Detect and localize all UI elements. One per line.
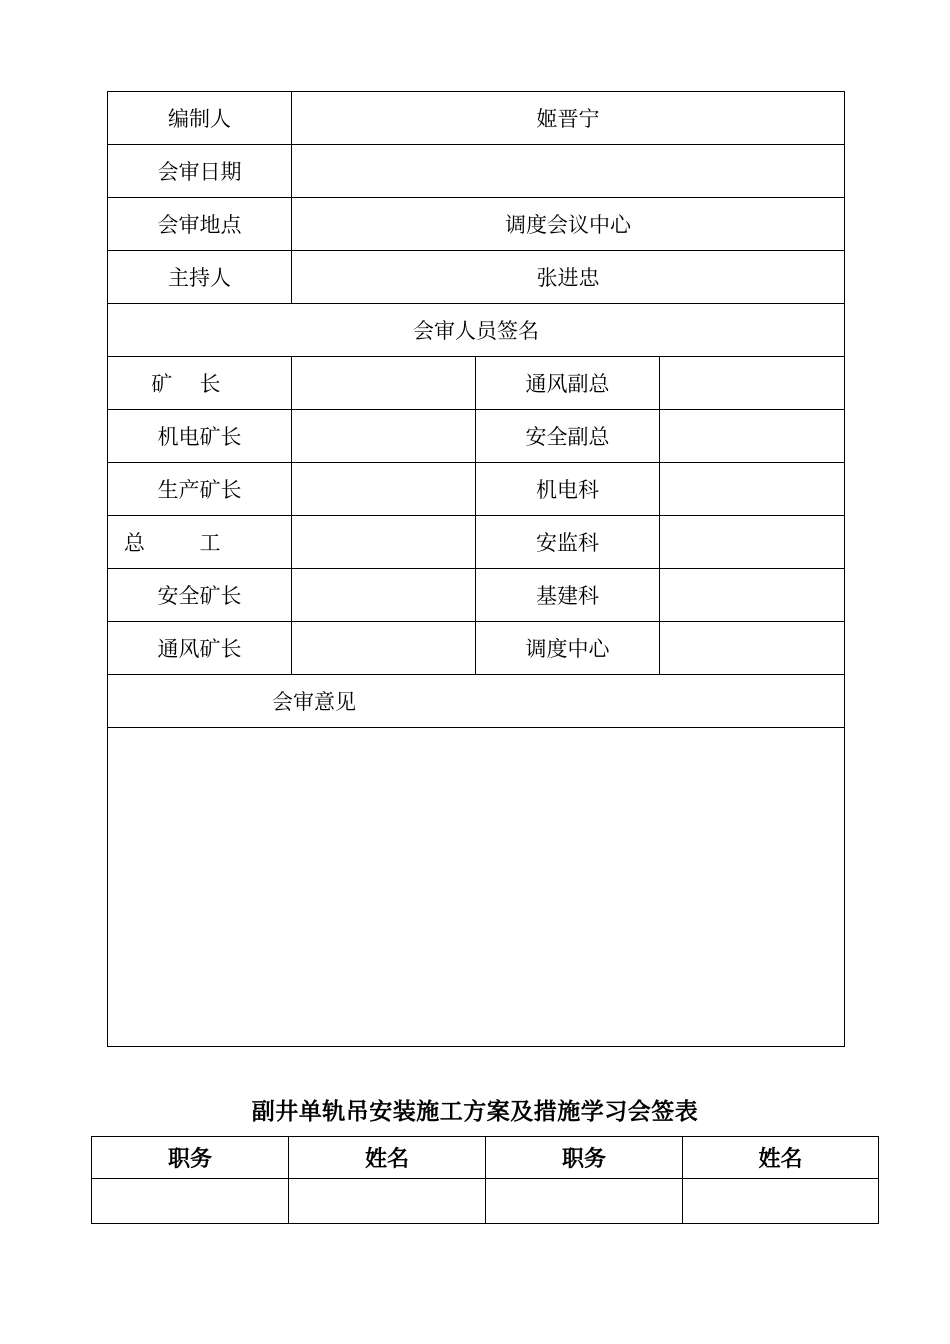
table-row bbox=[108, 357, 845, 410]
column-header-position: 职务 bbox=[486, 1137, 683, 1179]
signoff-table bbox=[91, 1136, 879, 1224]
signature-role-right: 通风副总 bbox=[476, 357, 660, 410]
column-header-name: 姓名 bbox=[683, 1137, 879, 1179]
opinion-area bbox=[108, 728, 845, 1047]
signature-role-left: 总工 bbox=[108, 516, 292, 569]
location-label: 会审地点 bbox=[108, 198, 292, 251]
signature-cell bbox=[660, 516, 845, 569]
table-row bbox=[108, 251, 845, 304]
signature-role-left: 生产矿长 bbox=[108, 463, 292, 516]
compiler-value: 姬晋宁 bbox=[292, 92, 845, 145]
signature-role-left: 机电矿长 bbox=[108, 410, 292, 463]
signature-cell bbox=[292, 569, 476, 622]
signature-role-right: 安全副总 bbox=[476, 410, 660, 463]
table-cell bbox=[289, 1179, 486, 1224]
table-row bbox=[108, 622, 845, 675]
table-cell bbox=[92, 1179, 289, 1224]
table-row bbox=[108, 145, 845, 198]
location-value: 调度会议中心 bbox=[292, 198, 845, 251]
column-header-position: 职务 bbox=[92, 1137, 289, 1179]
table-row bbox=[92, 1179, 879, 1224]
table-row bbox=[108, 728, 845, 1047]
signature-cell bbox=[660, 357, 845, 410]
signature-cell bbox=[660, 410, 845, 463]
table-cell bbox=[683, 1179, 879, 1224]
table-header-row bbox=[92, 1137, 879, 1179]
signatures-header: 会审人员签名 bbox=[108, 304, 845, 357]
signature-role-right: 调度中心 bbox=[476, 622, 660, 675]
table-row bbox=[108, 516, 845, 569]
signature-cell bbox=[292, 357, 476, 410]
host-label: 主持人 bbox=[108, 251, 292, 304]
host-value: 张进忠 bbox=[292, 251, 845, 304]
compiler-label: 编制人 bbox=[108, 92, 292, 145]
table-row bbox=[108, 675, 845, 728]
signature-cell bbox=[292, 622, 476, 675]
signature-role-right: 安监科 bbox=[476, 516, 660, 569]
table-row bbox=[108, 463, 845, 516]
date-value bbox=[292, 145, 845, 198]
table-row bbox=[108, 304, 845, 357]
signature-cell bbox=[660, 569, 845, 622]
date-label: 会审日期 bbox=[108, 145, 292, 198]
signature-cell bbox=[292, 516, 476, 569]
signature-cell bbox=[292, 410, 476, 463]
table-row bbox=[108, 198, 845, 251]
table-row bbox=[108, 92, 845, 145]
signature-role-right: 机电科 bbox=[476, 463, 660, 516]
signature-role-left: 通风矿长 bbox=[108, 622, 292, 675]
form-title: 副井单轨吊安装施工方案及措施学习会签表 bbox=[251, 1098, 699, 1125]
signature-cell bbox=[660, 463, 845, 516]
table-cell bbox=[486, 1179, 683, 1224]
column-header-name: 姓名 bbox=[289, 1137, 486, 1179]
signature-role-right: 基建科 bbox=[476, 569, 660, 622]
signature-cell bbox=[660, 622, 845, 675]
signature-role-left: 安全矿长 bbox=[108, 569, 292, 622]
review-table bbox=[107, 91, 845, 1047]
table-row bbox=[108, 410, 845, 463]
opinion-label: 会审意见 bbox=[108, 675, 845, 728]
table-row bbox=[108, 569, 845, 622]
signature-cell bbox=[292, 463, 476, 516]
signature-role-left: 矿长 bbox=[108, 357, 292, 410]
